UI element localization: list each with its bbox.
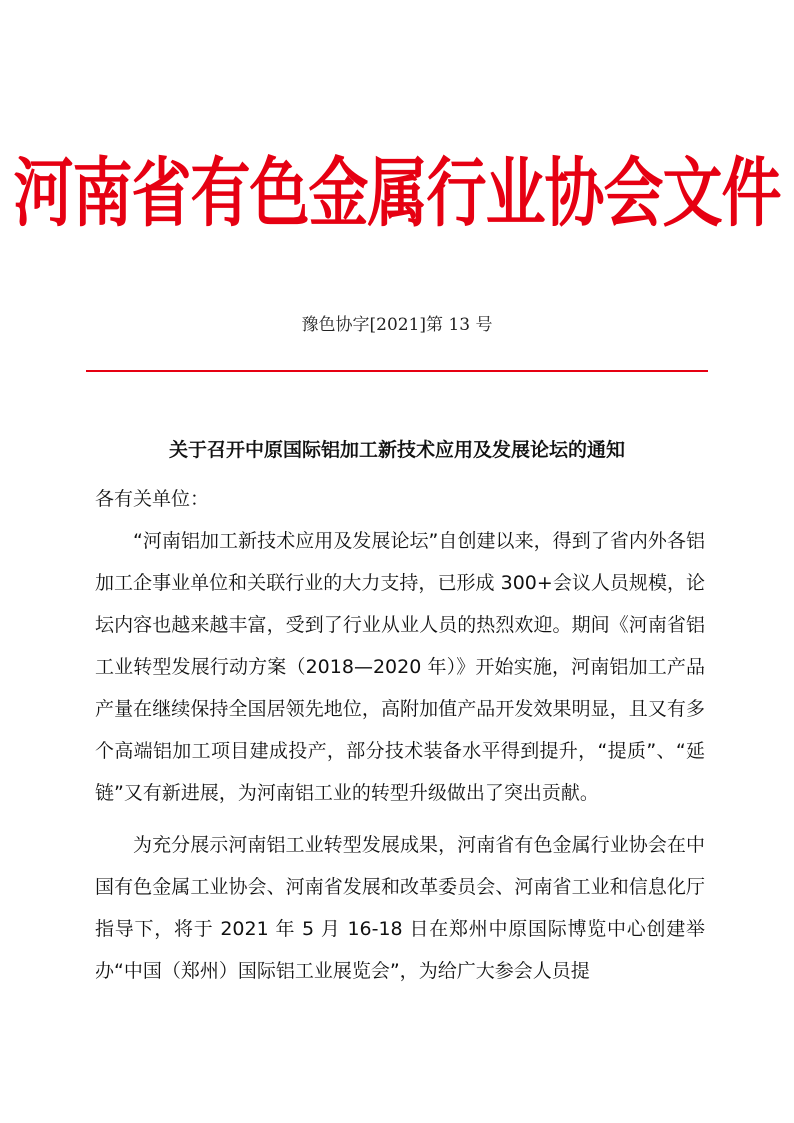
salutation: 各有关单位： bbox=[95, 488, 210, 510]
document-title: 关于召开中原国际铝加工新技术应用及发展论坛的通知 bbox=[168, 439, 625, 461]
document-body bbox=[95, 478, 705, 992]
body-paragraph-2: 为充分展示河南铝工业转型发展成果，河南省有色金属行业协会在中国有色金属工业协会、河南省发展和改革委员会、河南省工业和信息化厅指导下，将于 2021 年 5 月 16-18 日在郑州中原国际博览中心创建举办“中国（郑州）国际铝工业展览会”，为给广大参会人员提 bbox=[95, 834, 705, 982]
red-divider-line bbox=[86, 370, 708, 372]
document-number: 豫色协字[2021]第 13 号 bbox=[301, 315, 493, 335]
document-masthead: 河南省有色金属行业协会文件 bbox=[13, 150, 781, 238]
body-paragraph-1: “河南铝加工新技术应用及发展论坛”自创建以来，得到了省内外各铝加工企事业单位和关联行业的大力支持，已形成 300+会议人员规模，论坛内容也越来越丰富，受到了行业从业人员的热烈欢迎。期间《河南省铝工业转型发展行动方案（2018—2020 年）》开始实施，河南铝加工产品产量在继续保持全国居领先地位，高附加值产品开发效果明显，且又有多个高端铝加工项目建成投产，部分技术装备水平得到提升，“提质”、“延链”又有新进展，为河南铝工业的转型升级做出了突出贡献。 bbox=[95, 530, 705, 804]
